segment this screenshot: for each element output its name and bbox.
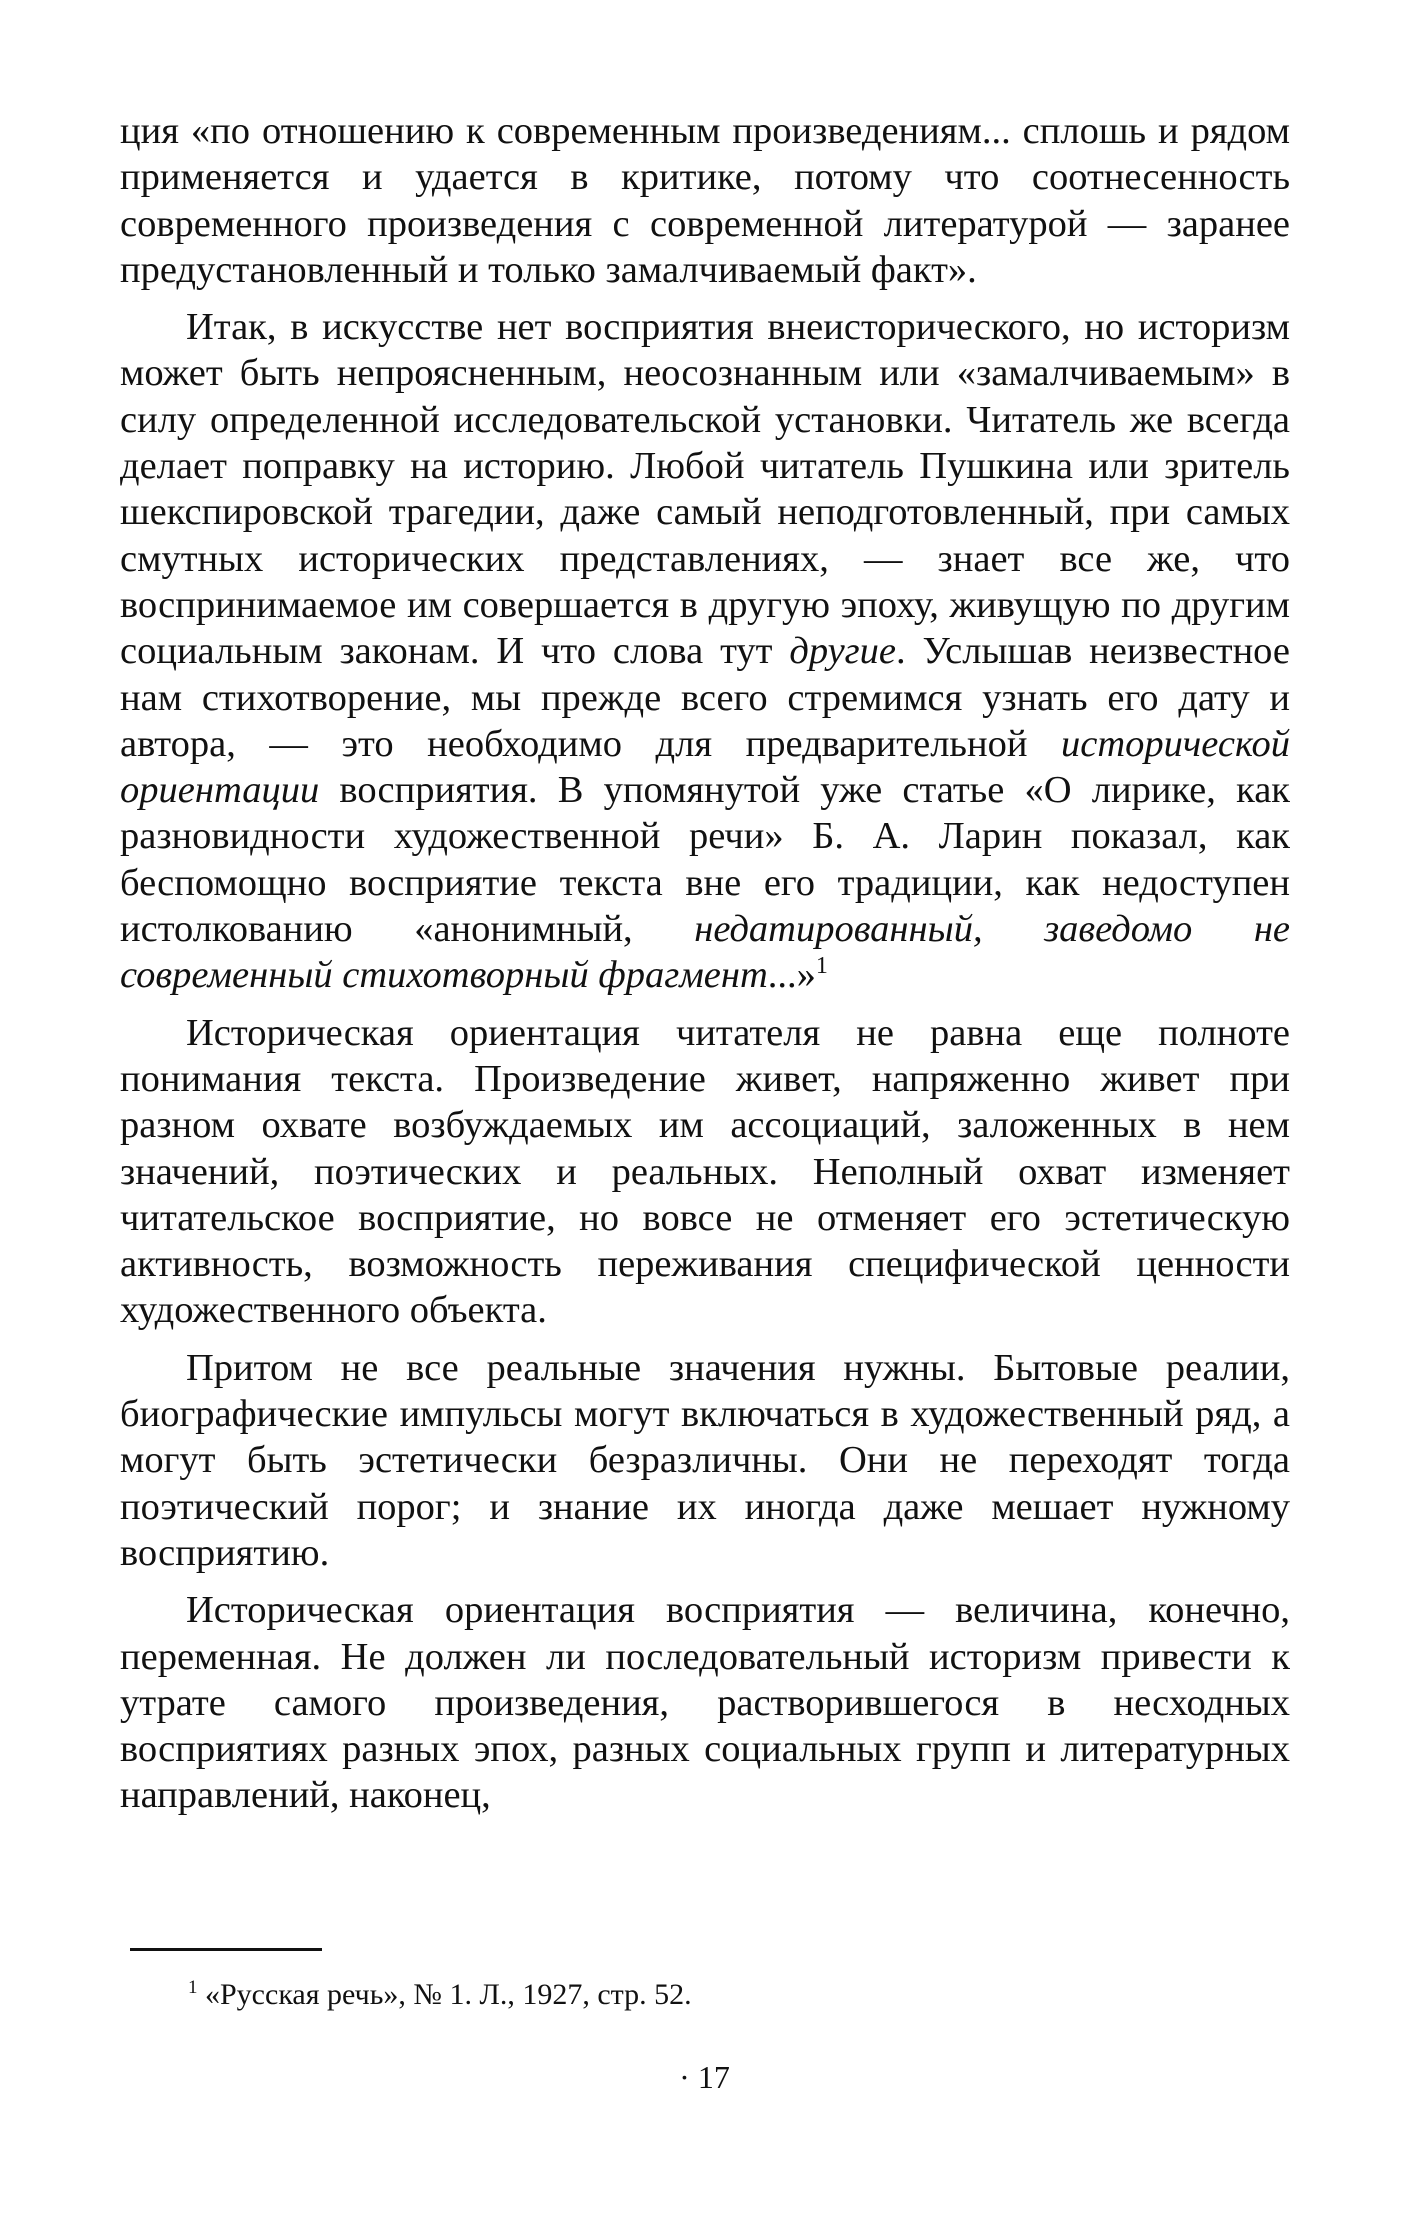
footnote-text: «Русская речь», № 1. Л., 1927, стр. 52.: [197, 1978, 692, 2011]
page-number: · 17: [679, 2059, 730, 2095]
text-run: . Услышав неизвестное нам стихотворение, мы прежде всего стремимся узнать его дату и автора, — это необходимо для предварительной: [120, 630, 1290, 765]
footnote-marker: 1: [188, 1977, 198, 1998]
emphasis: другие: [789, 630, 897, 673]
paragraph-4: [120, 1345, 1290, 1576]
footnote-divider: [130, 1948, 322, 1951]
text-run: Историческая ориентация восприятия — величина, конечно, переменная. Не должен ли последовательный историзм привести к утрате самого произведения, растворившегося в несходных восприятиях разных эпох, разных социальных групп и литературных направлений, наконец,: [120, 1589, 1290, 1817]
paragraph-2: [120, 304, 1290, 998]
paragraph-5: [120, 1587, 1290, 1818]
footnote: [188, 1977, 692, 2013]
text-run: Притом не все реальные значения нужны. Бытовые реалии, биографические импульсы могут включаться в художественный ряд, а могут быть эстетически безразличны. Они не переходят тогда поэтический порог; и знание их иногда даже мешает нужному восприятию.: [120, 1346, 1290, 1574]
paragraph-1: [120, 108, 1290, 293]
text-run: ...»: [767, 954, 816, 997]
footnote-reference: 1: [815, 953, 828, 980]
emphasis: недатированный, заведомо не современный стихотворный фрагмент: [120, 908, 1291, 997]
text-run: ция «по отношению к современным произведениям... сплошь и рядом применяется и удается в критике, потому что соотнесенность современного произведения с современной литературой — заранее предустановленный и только замалчиваемый факт».: [120, 110, 1290, 291]
text-run: Итак, в искусстве нет восприятия внеисторического, но историзм может быть непроясненным, неосознанным или «замалчиваемым» в силу определенной исследовательской установки. Читатель же всегда делает поправку на историю. Любой читатель Пушкина или зритель шекспировской трагедии, даже самый неподготовленный, при самых смутных исторических представлениях, — знает все же, что воспринимаемое им совершается в другую эпоху, живущую по другим социальным законам. И что слова тут: [120, 306, 1290, 673]
emphasis: исторической ориентации: [120, 722, 1290, 812]
text-run: Историческая ориентация читателя не равна еще полноте понимания текста. Произведение живет, напряженно живет при разном охвате возбуждаемых им ассоциаций, заложенных в нем значений, поэтических и реальных. Неполный охват изменяет читательское восприятие, но вовсе не отменяет его эстетическую активность, возможность переживания специфической ценности художественного объекта.: [120, 1011, 1290, 1332]
page-body: [120, 108, 1290, 1819]
text-run: восприятия. В упомянутой уже статье «О лирике, как разновидности художественной речи» Б. А. Ларин показал, как беспомощно восприятие текста вне его традиции, как недоступен истолкованию «анонимный,: [120, 769, 1290, 951]
paragraph-3: [120, 1010, 1290, 1334]
